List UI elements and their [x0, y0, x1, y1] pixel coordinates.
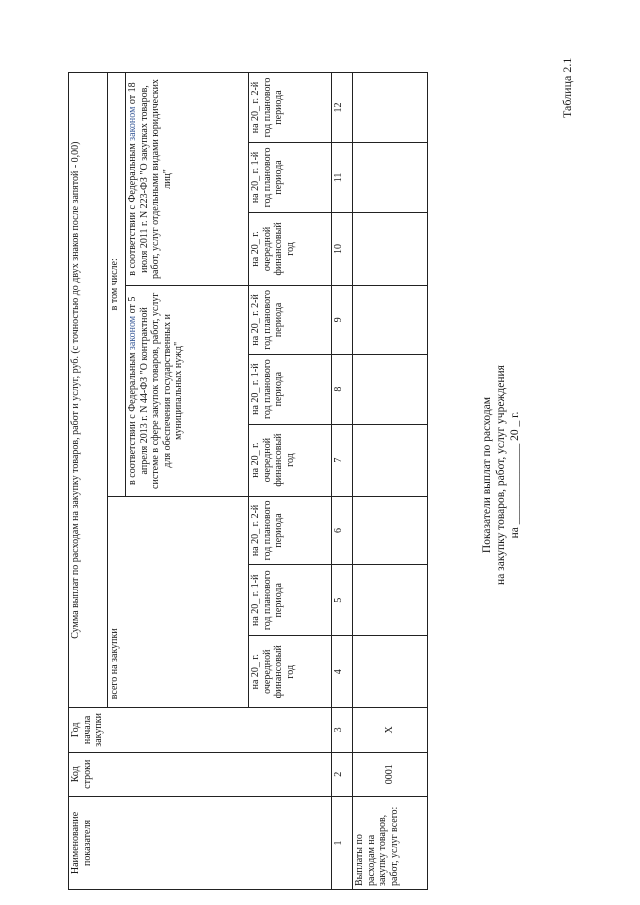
table-cell [353, 286, 428, 355]
title-line-1: Показатели выплат по расходам [481, 396, 493, 554]
table-cell [353, 143, 428, 213]
period-header: на 20_ г. очередной финансовый год [249, 424, 332, 496]
column-number-row [332, 73, 353, 890]
header-law-223 [126, 73, 249, 286]
law223-link[interactable]: законом [127, 106, 138, 141]
expenses-table [68, 72, 428, 890]
header-law-44 [126, 286, 249, 497]
row-year: X [353, 708, 428, 752]
table-cell [353, 636, 428, 708]
table-row [353, 73, 428, 890]
column-number: 2 [332, 752, 353, 796]
column-number: 12 [332, 73, 353, 143]
table-cell [353, 73, 428, 143]
period-header: на 20_ г. 1-й год планового периода [249, 143, 332, 213]
column-number: 4 [332, 636, 353, 708]
row-name: Выплаты по расходам на закупку товаров, работ, услуг всего: [353, 796, 428, 889]
table-cell [353, 212, 428, 285]
column-number: 9 [332, 286, 353, 355]
column-number: 10 [332, 212, 353, 285]
header-indicator-name: Наименование показателя [69, 796, 332, 889]
table-cell [353, 496, 428, 565]
header-total: всего на закупки [108, 496, 249, 708]
column-number: 5 [332, 565, 353, 636]
period-header: на 20_ г. 1-й год планового периода [249, 565, 332, 636]
law44-prefix: в соответствии с Федеральным [127, 350, 138, 485]
column-number: 3 [332, 708, 353, 752]
period-header: на 20_ г. очередной финансовый год [249, 636, 332, 708]
table-cell [353, 424, 428, 496]
period-header: на 20_ г. 1-й год планового периода [249, 354, 332, 424]
period-header: на 20_ г. 2-й год планового периода [249, 496, 332, 565]
law44-link[interactable]: законом [127, 315, 138, 351]
column-number: 7 [332, 424, 353, 496]
law223-prefix: в соответствии с Федеральным [127, 140, 138, 276]
column-number: 11 [332, 143, 353, 213]
column-number: 1 [332, 796, 353, 889]
title-line-2: на закупку товаров, работ, услуг учреждения [495, 365, 507, 585]
header-row-1 [69, 73, 108, 890]
table-number: Таблица 2.1 [560, 57, 574, 118]
header-sum: Сумма выплат по расходам на закупку товаров, работ и услуг, руб. (с точностью до двух знаков после запятой - 0,00) [69, 73, 108, 708]
header-row-code: Код строки [69, 752, 332, 796]
law44-suffix: от 5 апреля 2013 г. N 44-ФЗ "О контрактной системе в сфере закупок товаров, работ, услуг для обеспечения государственных и муниципальных нужд" [127, 292, 184, 489]
period-header: на 20_ г. 2-й год планового периода [249, 286, 332, 355]
column-number: 6 [332, 496, 353, 565]
row-code: 0001 [353, 752, 428, 796]
table-cell [353, 354, 428, 424]
title-line-3: на ______________ 20 _ г. [509, 411, 521, 539]
column-number: 8 [332, 354, 353, 424]
period-header: на 20_ г. очередной финансовый год [249, 212, 332, 285]
law223-suffix: от 18 июля 2011 г. N 223-ФЗ "О закупках товаров, работ, услуг отдельными видами юридических лиц" [127, 79, 173, 279]
header-purchase-year: Год начала закупки [69, 708, 332, 752]
header-including: в том числе: [108, 73, 126, 497]
page-title [480, 195, 522, 755]
table-cell [353, 565, 428, 636]
period-header: на 20_ г. 2-й год планового периода [249, 73, 332, 143]
